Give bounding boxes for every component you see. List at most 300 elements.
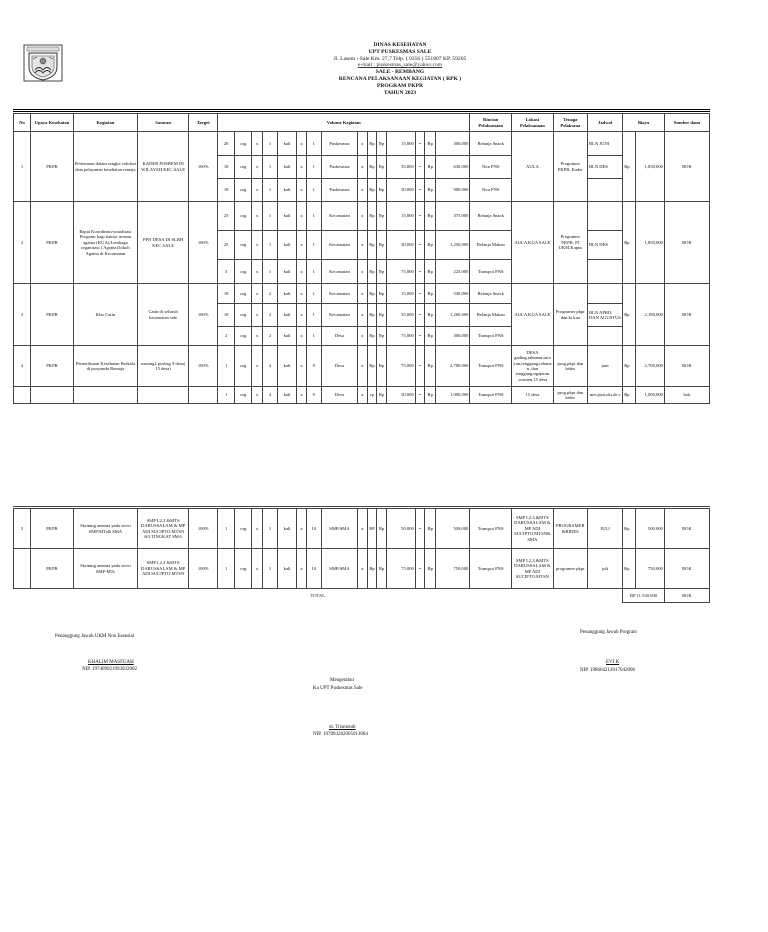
row-tenaga: Programer pkpr dan kt.kua <box>553 284 587 346</box>
row-kegiatan: Pertemuan dalam rangka validasi data pelayanan kesehatan remaja <box>73 132 137 202</box>
vol-price: 50,000 <box>386 179 415 202</box>
row-rincian: Belanja Makan <box>470 231 512 260</box>
vol-freq: 1 <box>263 202 278 231</box>
row-rincian: Belanja Snack <box>470 132 512 156</box>
vol-times: x <box>358 179 368 202</box>
vol-price: 50,000 <box>386 509 415 549</box>
row-target: 100% <box>189 549 218 589</box>
vol-times: x <box>358 387 368 404</box>
vol-place: Kecamatan <box>321 304 357 327</box>
vol-price: 15,000 <box>386 284 415 304</box>
row-kegiatan <box>73 387 137 404</box>
row-jadwal: juli <box>587 549 622 589</box>
vol-total: 225,000 <box>436 260 470 284</box>
vol-count: 1 <box>306 156 321 179</box>
vol-times: x <box>252 509 263 549</box>
col-sasaran: Sasaran <box>137 114 188 132</box>
row-biaya: 1,000,000 <box>636 387 665 404</box>
vol-unit-kali: kali <box>277 387 296 404</box>
row-rincian: Transpot PNS <box>470 509 512 549</box>
vol-unit-kali: kali <box>277 179 296 202</box>
vol-freq: 2 <box>263 284 278 304</box>
rembang-regency-logo <box>23 43 63 83</box>
vol-qty: 18 <box>218 179 235 202</box>
vol-rp: Rp <box>425 509 436 549</box>
row-jadwal: BLN DES <box>587 231 622 260</box>
rpk-table-continued <box>13 508 710 603</box>
total-label: TOTAL <box>310 593 326 599</box>
col-rincian: Rincian Pelaksanaan <box>470 114 512 132</box>
header-city: SALE - REMBANG <box>375 69 425 76</box>
row-target: 100% <box>189 509 218 549</box>
vol-count: 1 <box>306 202 321 231</box>
row-lokasi: DESA gading,tahunan,mrayun,tenggang,tahunan ,dan tenggang,ngajaran ,wonten,15 desa <box>512 346 554 387</box>
vol-equals: = <box>415 346 425 387</box>
total-row <box>14 589 710 603</box>
vol-equals: = <box>415 327 425 346</box>
table-row <box>14 387 710 404</box>
vol-total: 375,000 <box>436 202 470 231</box>
row-no: 2 <box>14 202 31 284</box>
table-row <box>14 132 710 156</box>
vol-price: 15,000 <box>386 132 415 156</box>
vol-place: SMP/SMA <box>321 549 357 589</box>
vol-total: 1,260,000 <box>436 304 470 327</box>
vol-times: x <box>358 346 368 387</box>
vol-rp: Rp <box>425 387 436 404</box>
row-lokasi: AULA <box>512 132 554 202</box>
vol-count: 9 <box>306 387 321 404</box>
vol-times: x <box>252 156 263 179</box>
vol-unit: org <box>235 179 252 202</box>
row-tenaga: prog.pkpr dan bides <box>553 346 587 387</box>
vol-unit-kali: kali <box>277 231 296 260</box>
row-sumber: BOK <box>664 549 709 589</box>
vol-rp: Rp <box>377 284 387 304</box>
vol-rp: Rp <box>367 132 377 156</box>
row-sasaran: masing2 posbag 9 desa( 15 desa) <box>137 346 188 387</box>
doc-title: RENCANA PELAKSANAAN KEGIATAN ( RPK ) <box>338 75 462 82</box>
vol-unit: org <box>235 132 252 156</box>
vol-qty: 3 <box>218 260 235 284</box>
vol-total: 630,000 <box>436 156 470 179</box>
row-target: 100% <box>189 132 218 202</box>
vol-times: x <box>252 260 263 284</box>
vol-price: 75,000 <box>386 549 415 589</box>
row-sasaran: SMP I,2,3 &MTS DARUSSALAM & MP ADI SUCIPTO.MTSN &3 TINGKAT SMA <box>137 509 188 549</box>
vol-price: 35,000 <box>386 304 415 327</box>
row-kegiatan: Skrining anemia pada siswi SMP/MTs& SMA <box>73 509 137 549</box>
doc-year: TAHUN 2023 <box>383 89 417 96</box>
row-lokasi: AULA KUA SALE <box>512 202 554 284</box>
row-biaya-currency: Rp <box>623 202 636 284</box>
row-biaya-currency: Rp <box>623 387 636 404</box>
vol-qty: 2 <box>218 327 235 346</box>
row-biaya: 500,000 <box>635 509 664 549</box>
vol-freq: 1 <box>263 549 278 589</box>
vol-unit: org <box>235 304 252 327</box>
row-target: 100% <box>189 202 218 284</box>
vol-times: x <box>297 202 307 231</box>
vol-qty: 1 <box>218 387 235 404</box>
vol-place: SMP/SMA <box>321 509 357 549</box>
row-sumber: BOK <box>664 346 709 387</box>
vol-times: x <box>252 132 263 156</box>
vol-times: x <box>252 284 263 304</box>
vol-times: x <box>297 284 307 304</box>
row-rincian: Transpot PNS <box>470 387 512 404</box>
doc-program: PROGRAM PKPR <box>376 82 424 89</box>
row-rincian: Transpot PNS <box>470 327 512 346</box>
vol-rp: Rp <box>425 549 436 589</box>
vol-rp: Rp <box>425 346 436 387</box>
vol-rp: Rp <box>377 304 387 327</box>
row-biaya: 2,180,000 <box>636 284 665 346</box>
vol-times: x <box>358 202 368 231</box>
row-no <box>14 387 31 404</box>
vol-unit-kali: kali <box>277 304 296 327</box>
vol-price: 50,000 <box>386 387 415 404</box>
vol-qty: 18 <box>218 156 235 179</box>
vol-rp: Rp <box>377 156 387 179</box>
vol-place: Puskesmas <box>321 132 357 156</box>
header-unit: UPT PUSKESMAS SALE <box>368 48 432 55</box>
table-row <box>14 202 710 231</box>
sig-left-title: Penanggung Jawab UKM Non Esensial <box>55 634 135 639</box>
vol-times: x <box>358 231 368 260</box>
row-sasaran: PPN DESA DI SLRH KEC SALE <box>137 202 188 284</box>
vol-unit-kali: kali <box>277 284 296 304</box>
vol-count: 1 <box>306 327 321 346</box>
sig-right-nip: NIP. 198604212017042006 <box>580 668 636 673</box>
vol-freq: 1 <box>263 179 278 202</box>
row-tenaga: Programer PKPR, Kader <box>553 132 587 202</box>
vol-equals: = <box>415 509 425 549</box>
vol-times: x <box>252 387 263 404</box>
row-biaya-currency: Rp <box>623 284 636 346</box>
col-sumber: Sumber dana <box>664 114 709 132</box>
vol-price: 75,000 <box>386 327 415 346</box>
vol-rp: Rp <box>377 260 387 284</box>
vol-equals: = <box>415 387 425 404</box>
vol-rp: Rp <box>367 327 377 346</box>
vol-rp: Rp <box>367 284 377 304</box>
row-biaya: 2,700,000 <box>636 346 665 387</box>
row-rincian: Non PNS <box>470 179 512 202</box>
vol-equals: = <box>415 304 425 327</box>
vol-unit: org <box>235 509 252 549</box>
vol-freq: 4 <box>263 387 278 404</box>
sig-right-title: Penanggung Jawab Program <box>580 630 637 635</box>
vol-rp: Rp <box>367 260 377 284</box>
row-jadwal: juni <box>587 346 622 387</box>
row-sumber: bok <box>664 387 709 404</box>
vol-times: x <box>358 327 368 346</box>
vol-unit-kali: kali <box>277 509 296 549</box>
vol-total: 1,250,000 <box>436 231 470 260</box>
vol-times: x <box>358 156 368 179</box>
vol-times: x <box>297 327 307 346</box>
vol-equals: = <box>415 179 425 202</box>
row-lokasi: 15 desa <box>512 387 554 404</box>
row-sumber: BOK <box>664 509 709 549</box>
row-lokasi: AULA KUA SALE <box>512 284 554 346</box>
vol-times: x <box>252 549 263 589</box>
row-sumber: BOK <box>664 132 709 202</box>
vol-equals: = <box>415 284 425 304</box>
row-rincian: Transpot PNS <box>470 346 512 387</box>
vol-times: x <box>252 202 263 231</box>
row-tenaga: programer pkpr <box>553 549 587 589</box>
vol-total: 500,000 <box>436 509 470 549</box>
vol-price: 35,000 <box>386 156 415 179</box>
vol-place: Kecamatan <box>321 231 357 260</box>
row-rincian: Belanja Makan <box>470 304 512 327</box>
vol-rp: Rp <box>425 327 436 346</box>
vol-rp: Rp <box>425 179 436 202</box>
vol-qty: 1 <box>218 549 235 589</box>
col-lokasi: Lokasi Pelaksanaan <box>512 114 554 132</box>
section-divider <box>13 506 710 507</box>
vol-place: Desa <box>321 346 357 387</box>
vol-qty: 25 <box>218 202 235 231</box>
col-target: Target <box>189 114 218 132</box>
header-divider-thin <box>13 111 710 112</box>
vol-rp: Rp <box>425 132 436 156</box>
header-divider-thick <box>13 109 710 110</box>
vol-total: 300,000 <box>436 132 470 156</box>
vol-count: 1 <box>306 132 321 156</box>
row-tenaga: Programer PKPR, PJ UKM,Kapus <box>553 202 587 284</box>
col-upaya: Upaya Kesehatan <box>31 114 74 132</box>
vol-qty: 18 <box>218 284 235 304</box>
vol-times: x <box>358 132 368 156</box>
header-email[interactable]: e-mail : puskesmas_sale@yahoo.com <box>357 62 443 69</box>
vol-rp: RP <box>367 509 377 549</box>
table-row <box>14 549 710 589</box>
vol-count: 1 <box>306 304 321 327</box>
row-sumber: BOK <box>664 284 709 346</box>
vol-times: x <box>358 284 368 304</box>
row-jadwal: BLN APRIL DAN AGUSTUS <box>587 304 622 327</box>
vol-total: 2,700,000 <box>436 346 470 387</box>
vol-times: x <box>358 304 368 327</box>
vol-total: 750,000 <box>436 549 470 589</box>
vol-rp: Rp <box>377 509 387 549</box>
sig-mid-subtitle: Ka UPT Puskesmas Sale <box>313 686 363 691</box>
total-sumber: BOK <box>664 589 709 603</box>
vol-unit: org <box>235 202 252 231</box>
vol-place: Kecamatan <box>321 260 357 284</box>
row-rincian: Belanja Snack <box>470 284 512 304</box>
vol-total: 900,000 <box>436 179 470 202</box>
vol-place: Desa <box>321 387 357 404</box>
row-jadwal <box>587 284 622 304</box>
header-address: Jl. Lasem - Sale Km. 27,7 Telp. ( 0356 ) 551807 KP. 59265 <box>333 55 467 62</box>
vol-unit-kali: kali <box>277 327 296 346</box>
vol-freq: 2 <box>263 327 278 346</box>
row-upaya: PKPR <box>31 549 74 589</box>
vol-equals: = <box>415 231 425 260</box>
vol-freq: 1 <box>263 509 278 549</box>
row-upaya: PKPR <box>31 346 74 387</box>
vol-rp: Rp <box>367 231 377 260</box>
vol-total: 1,000,000 <box>436 387 470 404</box>
col-jadwal: Jadwal <box>587 114 622 132</box>
vol-times: x <box>252 231 263 260</box>
sig-mid-name: dr. Trismendi <box>329 725 356 730</box>
vol-equals: = <box>415 132 425 156</box>
row-sasaran: SMP I,2,3 &MTS DARUSSALAM & MP ADI SUCIPTO.MTSN <box>137 549 188 589</box>
vol-rp: Rp <box>367 179 377 202</box>
vol-total: 300,000 <box>436 327 470 346</box>
vol-times: x <box>252 346 263 387</box>
row-lokasi: SMP I,2,3,&MTS DARUSSALAM & MP ADI SUCIPTO.MTSN <box>512 549 554 589</box>
table-header-row <box>14 114 710 132</box>
row-jadwal: JULI <box>587 509 622 549</box>
row-upaya: PKPR <box>31 132 74 202</box>
vol-unit: org <box>235 231 252 260</box>
vol-rp: Rp <box>367 156 377 179</box>
vol-times: x <box>252 327 263 346</box>
vol-unit: org <box>235 327 252 346</box>
vol-rp: Rp <box>367 304 377 327</box>
col-tenaga: Tenaga Pelaksana <box>553 114 587 132</box>
vol-count: 1 <box>306 179 321 202</box>
row-target <box>189 387 218 404</box>
row-jadwal: mei,juni,okt,de s <box>587 387 622 404</box>
vol-count: 9 <box>306 346 321 387</box>
row-kegiatan: Pemeriksaan Kesehatan Berkala di posyandu Remaja <box>73 346 137 387</box>
vol-equals: = <box>415 260 425 284</box>
row-biaya-currency: Rp <box>623 346 636 387</box>
vol-unit-kali: kali <box>277 549 296 589</box>
vol-times: x <box>252 179 263 202</box>
vol-times: x <box>297 346 307 387</box>
vol-times: x <box>252 304 263 327</box>
row-target: 100% <box>189 346 218 387</box>
vol-count: 10 <box>306 509 321 549</box>
vol-freq: 1 <box>263 260 278 284</box>
row-biaya: 1,850,000 <box>636 202 665 284</box>
vol-times: x <box>358 509 368 549</box>
vol-rp: Rp <box>425 202 436 231</box>
header-agency: DINAS KESEHATAN <box>373 42 427 48</box>
vol-rp: Rp <box>377 346 387 387</box>
vol-times: x <box>297 260 307 284</box>
rpk-table <box>13 113 710 404</box>
row-biaya-currency: Rp <box>623 132 636 202</box>
sig-mid-title: Mengetahui <box>330 678 354 683</box>
vol-unit: org <box>235 346 252 387</box>
vol-unit-kali: kali <box>277 346 296 387</box>
row-jadwal <box>587 260 622 284</box>
document-header <box>250 42 550 96</box>
vol-rp: Rp <box>425 304 436 327</box>
col-no: No <box>14 114 31 132</box>
vol-times: x <box>297 549 307 589</box>
vol-freq: 4 <box>263 346 278 387</box>
row-tenaga: PROGRAMER &BIDES <box>553 509 587 549</box>
vol-rp: Rp <box>367 346 377 387</box>
sig-mid-nip: NIP. 197003282005011004 <box>313 732 368 737</box>
vol-unit-kali: kali <box>277 156 296 179</box>
vol-unit-kali: kali <box>277 202 296 231</box>
col-biaya: Biaya <box>623 114 665 132</box>
vol-times: x <box>358 260 368 284</box>
row-kegiatan: Skrining anemia pada siswi SMP-MTs <box>73 549 137 589</box>
vol-equals: = <box>415 202 425 231</box>
vol-times: x <box>297 231 307 260</box>
row-jadwal <box>587 179 622 202</box>
row-no: 3 <box>14 284 31 346</box>
vol-times: x <box>297 156 307 179</box>
vol-rp: Rp <box>377 387 387 404</box>
vol-qty: 20 <box>218 132 235 156</box>
vol-freq: 1 <box>263 231 278 260</box>
vol-equals: = <box>415 549 425 589</box>
sig-left-nip: NIP. 197409021993032002 <box>82 667 138 672</box>
row-no: 4 <box>14 346 31 387</box>
table-row <box>14 284 710 304</box>
vol-unit: org <box>235 260 252 284</box>
vol-rp: Rp <box>425 231 436 260</box>
row-rincian: Transpot PNS <box>470 260 512 284</box>
row-tenaga: prog.pkpr dan bides <box>553 387 587 404</box>
vol-qty: 25 <box>218 231 235 260</box>
vol-rp: Rp <box>377 327 387 346</box>
vol-count: 1 <box>306 284 321 304</box>
row-sasaran: KADER POSREM DI WILAYAH KEC.SALE <box>137 132 188 202</box>
vol-rp: Rp <box>367 202 377 231</box>
vol-total: 540,000 <box>436 284 470 304</box>
vol-times: x <box>297 304 307 327</box>
row-jadwal: BLN JUNI <box>587 132 622 156</box>
vol-unit-kali: kali <box>277 132 296 156</box>
vol-times: x <box>297 387 307 404</box>
vol-qty: 18 <box>218 304 235 327</box>
row-jadwal <box>587 327 622 346</box>
row-upaya: PKPR <box>31 202 74 284</box>
vol-rp: Rp <box>425 156 436 179</box>
sig-left-name: KHALIM MASFUAH <box>88 660 134 665</box>
col-kegiatan: Kegiatan <box>73 114 137 132</box>
table-row <box>14 346 710 387</box>
vol-unit: org <box>235 284 252 304</box>
row-rincian: Transpot PNS <box>470 549 512 589</box>
vol-rp: Rp <box>377 179 387 202</box>
row-sasaran: Catin di seluruh kecamatan sale <box>137 284 188 346</box>
vol-qty: 1 <box>218 509 235 549</box>
row-biaya-currency: Rp <box>623 509 636 549</box>
row-upaya <box>31 387 74 404</box>
row-sasaran <box>137 387 188 404</box>
col-volume: Volume Kegiatan <box>218 114 470 132</box>
vol-price: 15,000 <box>386 202 415 231</box>
row-rincian: Belanja Snack <box>470 202 512 231</box>
row-rincian: Non PNS <box>470 156 512 179</box>
row-biaya-currency: Rp <box>623 549 636 589</box>
row-kegiatan: Rapat Koordinasi/sosialisasi Program bagi kantor urusan agama (KUA)/Lembaga organisasi ( Agama)/tokoh Agama di Kecamatan <box>73 202 137 284</box>
total-value: RP 11.530.000 <box>623 589 665 603</box>
vol-freq: 1 <box>263 156 278 179</box>
vol-qty: 1 <box>218 346 235 387</box>
vol-rp: Rp <box>377 231 387 260</box>
vol-count: 1 <box>306 260 321 284</box>
row-biaya: 1,830,000 <box>636 132 665 202</box>
vol-times: x <box>297 179 307 202</box>
row-jadwal: BLN DES <box>587 156 622 179</box>
